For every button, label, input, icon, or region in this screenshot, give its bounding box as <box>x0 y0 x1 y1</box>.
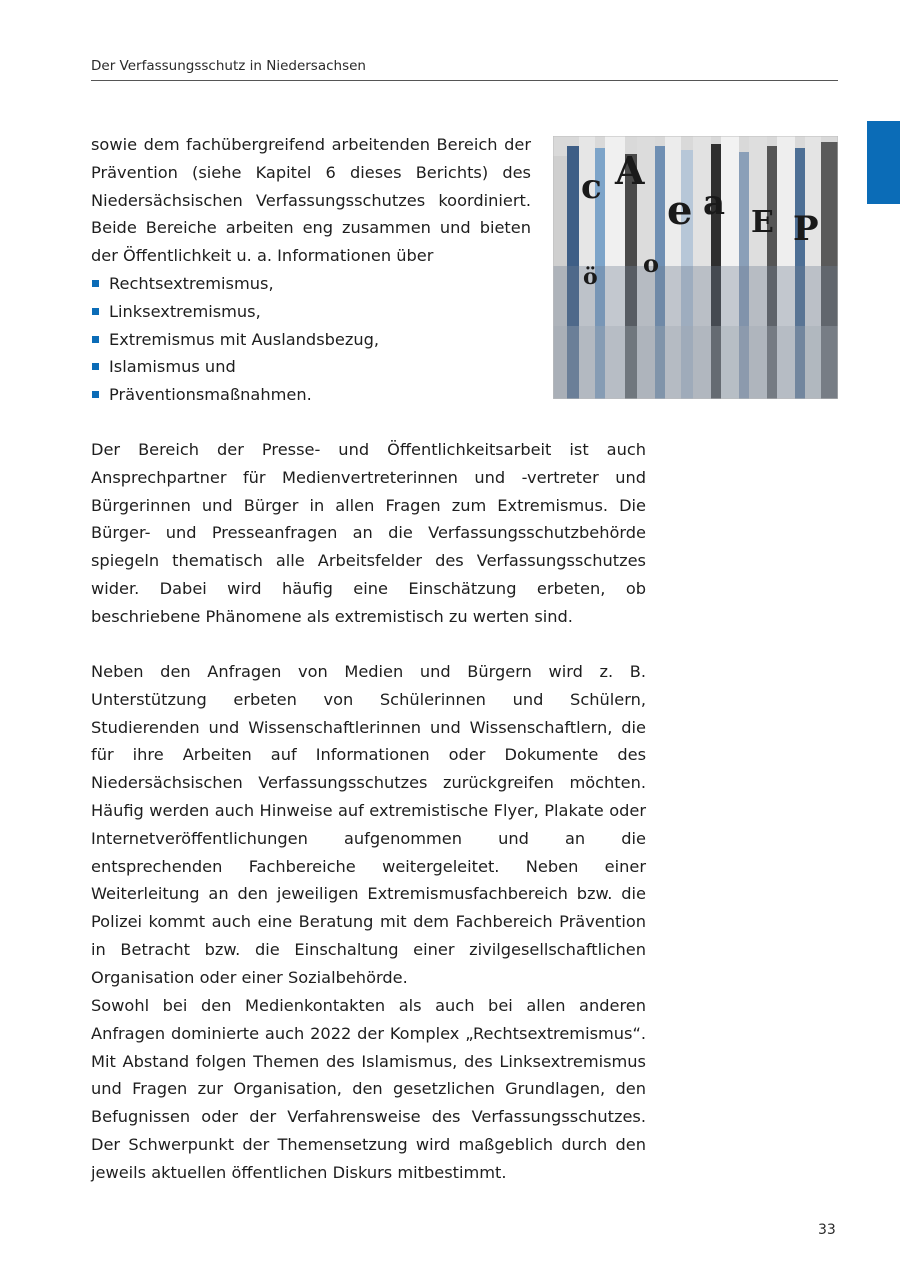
page-number: 33 <box>818 1222 836 1238</box>
svg-text:e: e <box>667 187 693 234</box>
svg-text:P: P <box>793 209 819 249</box>
bullet-square-icon <box>92 308 99 315</box>
list-item-label: Präventionsmaßnahmen. <box>109 385 312 405</box>
paragraph-topics: Sowohl bei den Medienkontakten als auch bei allen anderen Anfragen dominierte auch 2022 der Komplex „Rechtsextremismus“. Mit Abstand folgen Themen des Islamismus, des Linksextremismus und Fragen zur Organisation, den gesetzlichen Grundlagen, den Befugnissen oder der Verfahrensweise des Verfassungsschutzes. Der Schwerpunkt der Themensetzung wird maßgeblich durch den jeweils aktuellen öffentlichen Diskurs mitbestimmt. <box>91 996 646 1182</box>
newspaper-stack-photo <box>553 136 838 399</box>
list-item-label: Linksextremismus, <box>109 301 261 321</box>
bullet-square-icon <box>92 391 99 398</box>
list-item-label: Rechtsextremismus, <box>109 273 274 293</box>
svg-text:a: a <box>703 183 726 223</box>
svg-text:o: o <box>643 249 660 278</box>
bullet-square-icon <box>92 336 99 343</box>
list-item <box>91 326 531 354</box>
topic-list <box>91 270 531 409</box>
running-header: Der Verfassungsschutz in Niedersachsen <box>91 58 366 74</box>
svg-text:A: A <box>615 148 645 193</box>
list-item <box>91 270 531 298</box>
bullet-square-icon <box>92 280 99 287</box>
list-item <box>91 298 531 326</box>
list-item-label: Islamismus und <box>109 357 236 377</box>
bullet-square-icon <box>92 363 99 370</box>
svg-text:E: E <box>751 205 774 240</box>
list-item <box>91 381 531 409</box>
paragraph-press-office: Der Bereich der Presse- und Öffentlichkeitsarbeit ist auch Ansprechpartner für Medienvertreterinnen und -vertreter und Bürgerinnen und Bürger in allen Fragen zum Extremismus. Die Bürger- und Presseanfragen an die Verfassungsschutzbehörde spiegeln thematisch alle Arbeitsfelder des Verfassungsschutzes wider. Dabei wird häufig eine Einschätzung erbeten, ob beschriebene Phänomene als extremistisch zu werten sind. <box>91 440 646 626</box>
svg-text:ö: ö <box>583 264 598 290</box>
svg-text:c: c <box>581 167 602 207</box>
header-divider <box>91 80 838 81</box>
intro-section <box>91 131 531 409</box>
paragraph-inquiries: Neben den Anfragen von Medien und Bürgern wird z. B. Unterstützung erbeten von Schülerinnen und Schülern, Studierenden und Wissenschaftlerinnen und Wissenschaftlern, die für ihre Arbeiten auf Informationen oder Dokumente des Niedersächsischen Verfassungsschutzes zurückgreifen möchten. Häufig werden auch Hinweise auf extremistische Flyer, Plakate oder Internetveröffentlichungen aufgenommen und an die entsprechenden Fachbereiche weitergeleitet. Neben einer Weiterleitung an den jeweiligen Extremismusfachbereich bzw. die Polizei kommt auch eine Beratung mit dem Fachbereich Prävention in Betracht bzw. die Einschaltung einer zivilgesellschaftlichen Organisation oder einer Sozialbehörde. <box>91 662 646 987</box>
intro-paragraph: sowie dem fachübergreifend arbeitenden Bereich der Prävention (siehe Kapitel 6 dieses Berichts) des Niedersächsischen Verfassungsschutzes koordiniert. Beide Bereiche arbeiten eng zusammen und bieten der Öffentlichkeit u. a. Informationen über <box>91 135 531 266</box>
list-item <box>91 353 531 381</box>
list-item-label: Extremismus mit Auslandsbezug, <box>109 329 380 349</box>
chapter-tab-marker <box>867 121 900 204</box>
